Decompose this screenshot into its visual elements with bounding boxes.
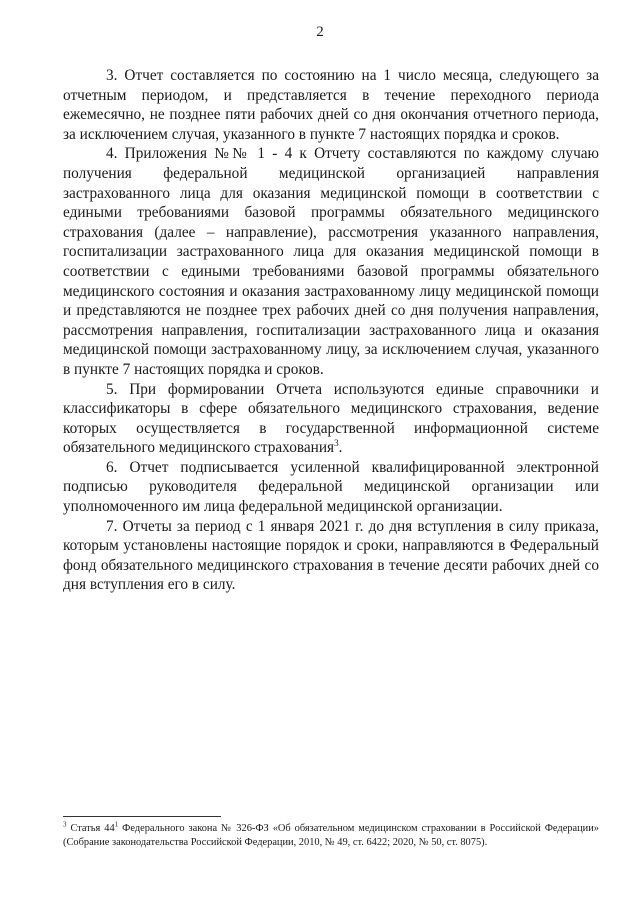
footnote-article-superscript: 1 xyxy=(114,820,119,829)
paragraph-5 xyxy=(63,380,599,458)
paragraph-text: 4. Приложения №№ 1 - 4 к Отчету составляются по каждому случаю получения федеральной медицинской организацией направления застрахованного лица для оказания медицинской помощи в соответствии с едиными требованиями базовой программы обязательного медицинского страхования (далее – направление), рассмотрения указанного направления, госпитализации застрахованного лица для оказания медицинской помощи в соответствии с едиными требованиями базовой программы обязательного медицинского состояния и оказания застрахованному лицу медицинской помощи и представляются не позднее трех рабочих дней со дня получения направления, рассмотрения направления, госпитализации застрахованного лица и оказания медицинской помощи застрахованному лицу, за исключением случая, указанного в пункте 7 настоящих порядка и сроков. xyxy=(63,145,599,378)
paragraph-4 xyxy=(63,144,599,379)
page-number: 2 xyxy=(316,24,324,40)
footnote-text-rest: Федерального закона № 326-ФЗ «Об обязательном медицинском страховании в Российской Федерации» (Собрание законодательства Российской Федерации, 2010, № 49, ст. 6422; 2020, № 50, ст. 8075). xyxy=(63,823,599,848)
paragraph-6 xyxy=(63,458,599,517)
paragraph-text: 7. Отчеты за период с 1 января 2021 г. до дня вступления в силу приказа, которым установлены настоящие порядок и сроки, направляются в Федеральный фонд обязательного медицинского страхования в течение десяти рабочих дней со дня вступления его в силу. xyxy=(63,517,599,594)
footnote-text-start: Статья 44 xyxy=(66,823,115,834)
footnote xyxy=(63,822,599,850)
paragraph-ending: . xyxy=(338,439,343,457)
paragraph-3 xyxy=(63,66,599,144)
paragraph-7 xyxy=(63,517,599,595)
document-body xyxy=(63,66,599,595)
paragraph-text: 3. Отчет составляется по состоянию на 1 число месяца, следующего за отчетным периодом, и представляется в течение переходного периода ежемесячно, не позднее пяти рабочих дней со дня окончания отчетного периода, за исключением случая, указанного в пункте 7 настоящих порядка и сроков. xyxy=(63,67,599,143)
paragraph-text: 5. При формировании Отчета используются единые справочники и классификаторы в сфере обязательного медицинского страхования, ведение которых осуществляется в государственной информационной системе обязательного медицинского страхования xyxy=(63,380,599,457)
footnote-divider xyxy=(63,816,221,817)
footnote-reference: 3 xyxy=(334,438,339,449)
footnote-marker: 3 xyxy=(63,820,67,829)
paragraph-text: 6. Отчет подписывается усиленной квалифицированной электронной подписью руководителя федеральной медицинской организации или уполномоченного им лица федеральной медицинской организации. xyxy=(63,458,599,516)
